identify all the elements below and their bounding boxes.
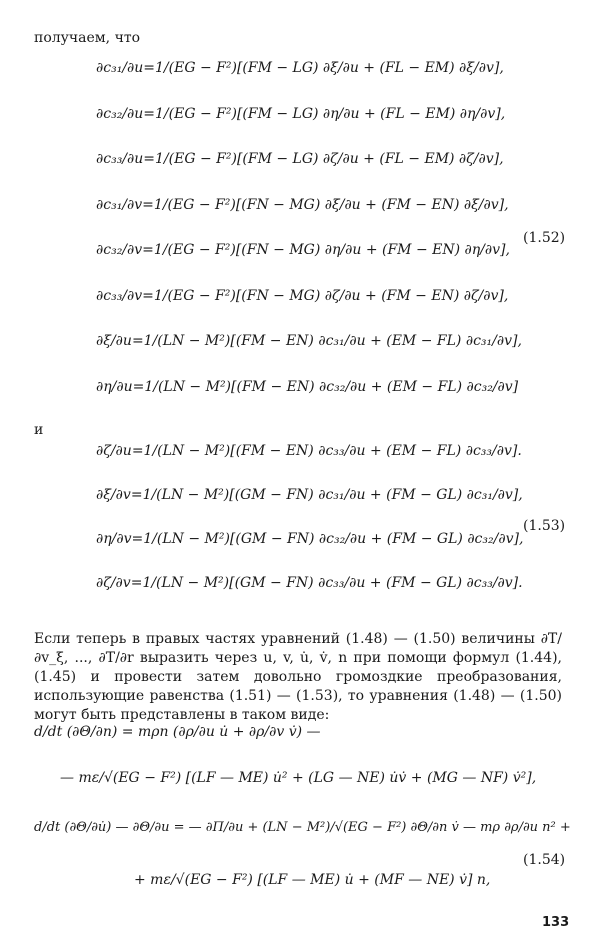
equals-sign: =	[132, 378, 145, 395]
equation-lhs: ∂ξ/∂u	[96, 333, 132, 349]
equation-row	[96, 443, 522, 459]
equation-1-54-line-1: d/dt (∂Θ/∂n) = mρn (∂ρ/∂u u̇ + ∂ρ/∂v v̇) —	[34, 724, 321, 740]
equation-coefficient: 1/(EG − F²)	[155, 105, 237, 122]
equation-row	[96, 379, 518, 395]
equation-number-1-53: (1.53)	[523, 518, 566, 534]
equals-sign: =	[143, 105, 156, 122]
equation-row	[96, 333, 522, 349]
equation-coefficient: 1/(LN − M²)	[144, 378, 232, 395]
equation-row	[96, 151, 504, 167]
equation-row	[96, 288, 508, 304]
equation-lhs: ∂ξ/∂v	[96, 487, 131, 503]
equals-sign: =	[131, 333, 144, 349]
equation-lhs: ∂c₃₂/∂u	[96, 105, 144, 122]
equals-sign: =	[131, 531, 144, 547]
equation-lhs: ∂c₃₃/∂v	[96, 287, 143, 304]
equation-coefficient: 1/(LN − M²)	[143, 443, 231, 459]
equation-row	[96, 60, 504, 76]
equation-body: [(FM − EN) ∂c₃₂/∂u + (EM − FL) ∂c₃₂/∂v]	[231, 378, 519, 395]
equation-1-54-line-2: — mε/√(EG − F²) [(LF — ME) u̇² + (LG — NE) u̇v̇ + (MG — NF) v̇²],	[60, 770, 537, 786]
equation-coefficient: 1/(LN − M²)	[143, 333, 231, 349]
equals-sign: =	[143, 60, 156, 76]
equation-coefficient: 1/(EG − F²)	[155, 60, 237, 76]
equation-number-1-54: (1.54)	[523, 852, 566, 868]
equation-coefficient: 1/(LN − M²)	[142, 487, 230, 503]
equation-lhs: ∂η/∂v	[96, 531, 132, 547]
equation-coefficient: 1/(EG − F²)	[153, 242, 236, 258]
equals-sign: =	[142, 196, 154, 213]
equation-body: [(FM − EN) ∂c₃₁/∂u + (EM − FL) ∂c₃₁/∂v],	[230, 333, 522, 349]
equation-body: [(GM − FN) ∂c₃₃/∂u + (FM − GL) ∂c₃₃/∂v].	[229, 575, 523, 591]
equation-body: [(FN − MG) ∂ζ/∂u + (FM − EN) ∂ζ/∂v],	[235, 287, 509, 304]
equation-coefficient: 1/(EG − F²)	[153, 196, 236, 213]
equation-coefficient: 1/(LN − M²)	[142, 575, 230, 591]
equation-body: [(FN − MG) ∂ξ/∂u + (FM − EN) ∂ξ/∂v],	[235, 196, 509, 213]
equation-row	[96, 531, 523, 547]
equation-body: [(FM − LG) ∂η/∂u + (FL − EM) ∂η/∂v],	[236, 105, 506, 122]
body-paragraph: Если теперь в правых частях уравнений (1.48) — (1.50) величины ∂T/∂v_ξ, ..., ∂T/∂r выразить через u, v, u̇, v̇, n при помощи формул (1.44), (1.45) и провести затем довольно громоздкие преобразования, использующие равенства (1.51) — (1.53), то уравнения (1.48) — (1.50) могут быть представлены в таком виде:	[34, 631, 562, 723]
equation-body: [(FM − LG) ∂ζ/∂u + (FL − EM) ∂ζ/∂v],	[236, 151, 504, 167]
equation-lhs: ∂ζ/∂u	[96, 443, 132, 459]
equation-1-54-line-3: d/dt (∂Θ/∂u̇) — ∂Θ/∂u = — ∂Π/∂u + (LN − M²)/√(EG − F²) ∂Θ/∂n v̇ — mρ ∂ρ/∂u n² +	[34, 820, 571, 835]
equation-coefficient: 1/(EG − F²)	[153, 287, 236, 304]
equation-body: [(FM − EN) ∂c₃₃/∂u + (EM − FL) ∂c₃₃/∂v].	[230, 443, 522, 459]
equation-body: [(FN − MG) ∂η/∂u + (FM − EN) ∂η/∂v],	[235, 242, 510, 258]
equation-lhs: ∂c₃₁/∂v	[96, 196, 143, 213]
equals-sign: =	[143, 151, 156, 167]
equation-coefficient: 1/(LN − M²)	[143, 531, 230, 547]
equation-body: [(FM − LG) ∂ξ/∂u + (FL − EM) ∂ξ/∂v],	[236, 60, 504, 76]
equation-lhs: ∂η/∂u	[96, 378, 133, 395]
equals-sign: =	[130, 575, 143, 591]
equation-lhs: ∂ζ/∂v	[96, 575, 131, 591]
equation-lhs: ∂c₃₁/∂u	[96, 60, 144, 76]
equation-number-1-52: (1.52)	[523, 230, 566, 246]
equals-sign: =	[142, 242, 154, 258]
page-number: 133	[542, 915, 570, 930]
equation-lhs: ∂c₃₂/∂v	[96, 242, 143, 258]
equation-row	[96, 197, 509, 213]
equation-row	[96, 575, 523, 591]
equation-coefficient: 1/(EG − F²)	[155, 151, 237, 167]
intro-text: получаем, что	[34, 30, 140, 46]
equation-body: [(GM − FN) ∂c₃₂/∂u + (FM − GL) ∂c₃₂/∂v],	[229, 531, 524, 547]
conjunction: и	[34, 422, 44, 438]
equation-row	[96, 106, 505, 122]
equation-lhs: ∂c₃₃/∂u	[96, 151, 144, 167]
equation-row	[96, 487, 523, 503]
equals-sign: =	[142, 287, 154, 304]
equation-1-54-line-4: + mε/√(EG − F²) [(LF — ME) u̇ + (MF — NE) v̇] n,	[134, 872, 491, 888]
equals-sign: =	[130, 487, 143, 503]
equals-sign: =	[131, 443, 144, 459]
equation-row	[96, 242, 510, 258]
equation-body: [(GM − FN) ∂c₃₁/∂u + (FM − GL) ∂c₃₁/∂v],	[229, 487, 523, 503]
